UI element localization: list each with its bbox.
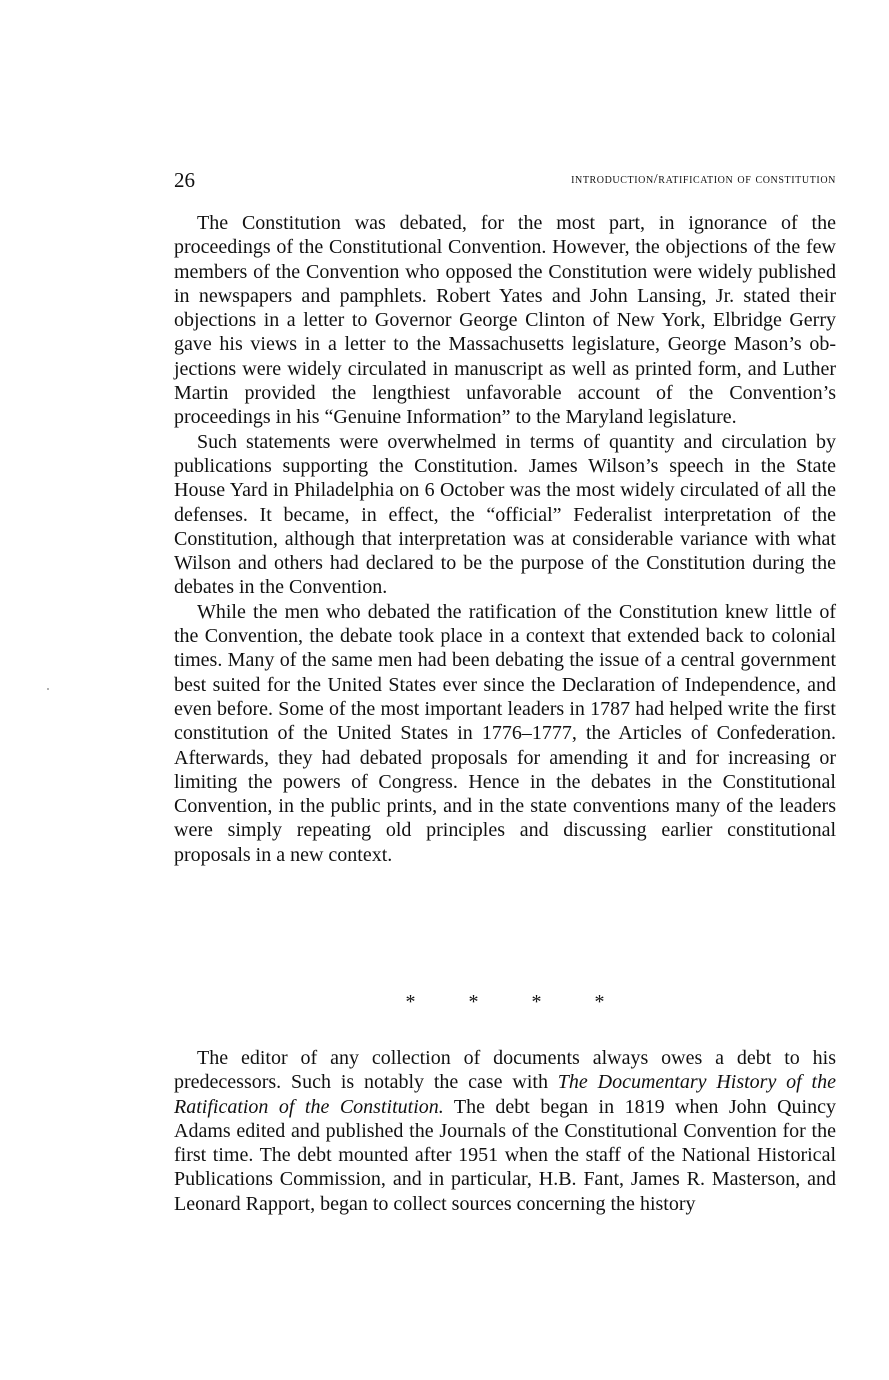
paragraph-3: While the men who debated the ratification of the Constitution knew little of the Convention, the debate took place in a context that extended back to colonial times. Many of the same men had been debating the issue of a central government best suited for the United States ever since the Declaration of Independence, and even before. Some of the most important leaders in 1787 had helped write the first constitution of the United States in 1776–1777, the Articles of Confederation. Afterwards, they had debated proposals for amending it and for increasing or limiting the powers of Congress. Hence in the debates in the Constitutional Convention, in the public prints, and in the state conventions many of the leaders were simply repeating old principles and discussing earlier constitutional proposals in a new context. — [174, 600, 836, 866]
section-divider — [174, 990, 836, 1014]
paragraph-4 — [174, 1046, 836, 1216]
page-number: 26 — [174, 168, 195, 192]
divider-asterisk: * — [468, 991, 479, 1013]
paragraph-2: Such statements were overwhelmed in terms of quantity and circulation by publications supporting the Constitution. James Wilson’s speech in the State House Yard in Philadelphia on 6 October was the most widely circulated of all the defenses. It became, in effect, the “official” Federalist interpretation of the Constitution, although that interpretation was at considerable variance with what Wilson and others had declared to be the purpose of the Constitution during the debates in the Convention. — [174, 430, 836, 599]
paragraph-4-text-a: The editor of any collection of documents always owes a debt to his predecessors. Such is notably the case with — [174, 1047, 836, 1094]
paragraph-1: The Constitution was debated, for the most part, in ignorance of the proceedings of the Constitutional Convention. However, the objections of the few members of the Convention who opposed the Constitution were widely published in newspapers and pamphlets. Robert Yates and John Lansing, Jr. stated their objections in a letter to Governor George Clinton of New York, Elbridge Gerry gave his views in a letter to the Massachusetts legislature, George Mason’s objections were widely circulated in manuscript as well as printed form, and Luther Martin provided the lengthiest unfavorable account of the Convention’s proceedings in his “Genuine Information” to the Maryland legislature. — [174, 212, 836, 429]
running-title: introduction/ratification of constitution — [571, 172, 836, 187]
body-text-continued — [174, 1046, 836, 1216]
divider-asterisk: * — [531, 991, 542, 1013]
paragraph-4-text-b: The debt began in 1819 when John Quincy Adams edited and published the Journals of the Constitutional Convention for the first time. The debt mounted after 1951 when the staff of the National Historical Publications Commission, and in particular, H.B. Fant, James R. Masterson, and Leonard Rapport, began to collect sources concerning the history — [174, 1095, 836, 1215]
body-text — [174, 211, 836, 867]
book-title-italic: The Documentary History of the Ratification of the Constitution. — [174, 1071, 836, 1118]
divider-asterisk: * — [405, 991, 416, 1013]
divider-asterisk: * — [594, 991, 605, 1013]
running-head — [174, 167, 836, 193]
scan-speck — [47, 688, 49, 690]
